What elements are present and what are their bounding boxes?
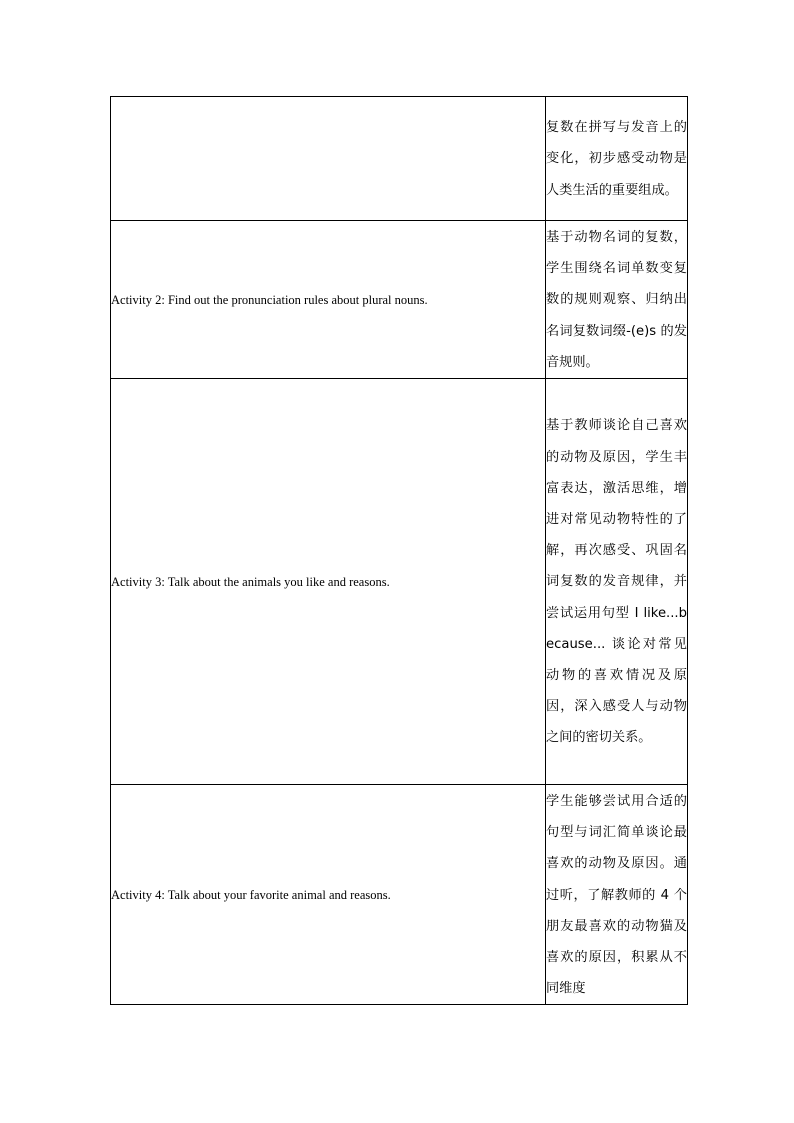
note-cell	[546, 97, 688, 221]
table-row	[111, 785, 688, 1005]
note-text: 基于教师谈论自己喜欢的动物及原因，学生丰富表达，激活思维，增进对常见动物特性的了解，再次感受、巩固名词复数的发音规律，并尝试运用句型 I like...because... 谈论对常见动物的喜欢情况及原因，深入感受人与动物之间的密切关系。	[546, 418, 687, 746]
note-cell	[546, 221, 688, 379]
note-cell	[546, 379, 688, 785]
table-row	[111, 379, 688, 785]
note-text: 复数在拼写与发音上的变化，初步感受动物是人类生活的重要组成。	[546, 120, 687, 198]
activity-cell: Activity 3: Talk about the animals you like and reasons.	[111, 379, 546, 785]
activity-cell	[111, 97, 546, 221]
note-text: 基于动物名词的复数，学生围绕名词单数变复数的规则观察、归纳出名词复数词缀-(e)s 的发音规则。	[546, 230, 687, 370]
activity-cell: Activity 4: Talk about your favorite animal and reasons.	[111, 785, 546, 1005]
note-cell	[546, 785, 688, 1005]
table-row	[111, 97, 688, 221]
activity-cell: Activity 2: Find out the pronunciation rules about plural nouns.	[111, 221, 546, 379]
table-row	[111, 221, 688, 379]
activity-table	[110, 96, 688, 1005]
note-text: 学生能够尝试用合适的句型与词汇简单谈论最喜欢的动物及原因。通过听，了解教师的 4 个朋友最喜欢的动物猫及喜欢的原因，积累从不同维度	[546, 794, 687, 997]
